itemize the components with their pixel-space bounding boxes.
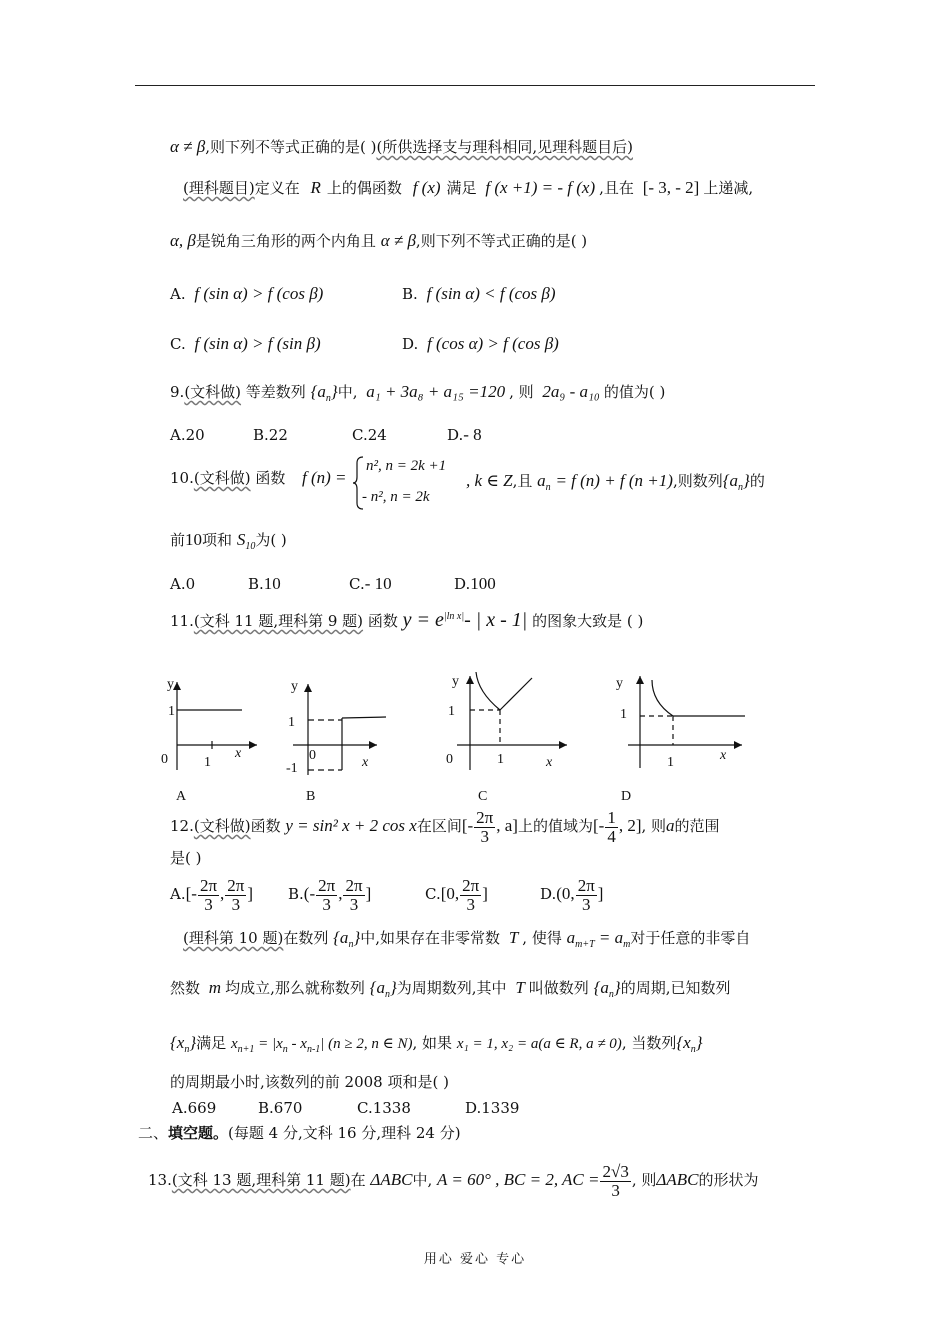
numerator: 2π (577, 875, 595, 895)
math-equation: = f (n) + f (n +1) (555, 471, 673, 490)
seq-open: {a (310, 382, 326, 401)
bracket: [0, (440, 884, 460, 903)
option-label: B. (288, 885, 304, 903)
q12-option-a: A.[- $\frac{2\pi}{3}$ , $\frac{2\pi}{3}$ ] (170, 875, 254, 914)
math-var: x (230, 1036, 238, 1052)
subscript: n (545, 482, 551, 493)
math-equation: A = 60° , BC = 2, AC = (437, 1170, 600, 1189)
section-title: 填空题。 (168, 1124, 229, 1142)
denominator: 3 (204, 894, 213, 914)
subscript: m+T (575, 939, 595, 950)
text: 为( ) (255, 531, 287, 549)
page-footer: 用心 爱心 专心 (423, 1252, 527, 1267)
bracket: (0, (556, 884, 575, 903)
option-math: f (sin α) < f (cos β) (426, 284, 556, 303)
axis-x-label: x (235, 746, 242, 761)
question-9 (170, 382, 665, 409)
subscript: n (690, 1044, 696, 1055)
math-number: 10 (185, 530, 203, 549)
axis-x-label: x (720, 748, 727, 763)
section-number: 二、 (138, 1124, 169, 1142)
option-label: A. (170, 285, 186, 303)
numerator: 2√3 (602, 1161, 629, 1181)
numerator: 2π (476, 807, 494, 827)
numerator: 2π (199, 875, 218, 895)
denominator: 3 (322, 894, 331, 914)
math-T: T (508, 928, 519, 947)
text: , 如果 (412, 1034, 453, 1052)
fraction (605, 809, 618, 846)
q12-option-d (540, 876, 603, 914)
text: 均成立,那么就称数列 (225, 979, 365, 997)
subscript: n (738, 482, 744, 493)
q10-case-1 (366, 456, 446, 476)
origin-label: 0 (161, 752, 168, 767)
denominator: 4 (607, 826, 616, 846)
section-2-heading (138, 1123, 461, 1143)
graph-a (161, 677, 257, 804)
q10-option-b (248, 574, 281, 594)
subscript: n (608, 989, 614, 1000)
seq-open: {a (722, 471, 739, 490)
tick-label: 1 (168, 704, 175, 719)
text: 的范围 (674, 817, 720, 835)
text: 上的值域为 (517, 817, 593, 835)
line-1 (170, 137, 633, 157)
text: 前 (170, 531, 186, 549)
math-var: = |x (254, 1036, 283, 1052)
text: , 使得 (522, 929, 562, 947)
seq-close: } (613, 978, 621, 997)
math-f-of-n: f (n) = (302, 468, 347, 487)
math-var: | (n ≥ 2, n ∈ N) (320, 1036, 413, 1052)
seq-close: } (743, 471, 750, 490)
tag: (文科 13 题,理科第 11 题) (171, 1171, 351, 1189)
question-number: 13. (148, 1171, 172, 1189)
q10-option-a: A.0 (170, 575, 196, 593)
text: 中,如果存在非零常数 (360, 929, 501, 947)
option-label: B. (248, 575, 264, 593)
option-label: B. (402, 285, 418, 303)
text: 的值为( ) (603, 383, 666, 401)
math-R: R (310, 178, 321, 197)
text: 为周期数列,其中 (396, 979, 507, 997)
option-b (402, 284, 556, 304)
seq-open: {a (369, 978, 385, 997)
denominator: 3 (466, 894, 475, 914)
text: ,则下列不等式正确的是( ) (415, 232, 588, 250)
text: 项和 (202, 531, 233, 549)
q12-option-b: B.(- $\frac{2\pi}{3}$ , $\frac{2\pi}{3}$ ] (288, 875, 372, 914)
graph-c (446, 672, 567, 804)
bracket: ] (597, 884, 604, 903)
q10-option-c (349, 574, 392, 594)
text: 满足 (196, 1034, 227, 1052)
fraction (343, 877, 364, 914)
q9-option-a: A.20 (170, 426, 205, 444)
science-q10-option-c: C.1338 (357, 1099, 411, 1117)
math-triangle: ΔABC (656, 1170, 699, 1189)
science-q10-line-3 (170, 1033, 703, 1060)
text: ,且 (512, 472, 533, 490)
denominator: 3 (231, 894, 241, 914)
option-label: C. (349, 575, 365, 593)
text: 的周期,已知数列 (620, 979, 731, 997)
question-12 (170, 808, 720, 846)
subscript: n (348, 939, 354, 950)
option-math: - 10 (364, 574, 392, 593)
question-number: 12. (170, 817, 194, 835)
subscript: n (282, 1044, 288, 1055)
axis-y-label: y (167, 677, 174, 692)
origin-label: 0 (446, 752, 453, 767)
text: 的 (749, 472, 765, 490)
science-tag: (理科第 10 题) (183, 929, 284, 947)
bracket: ] (365, 884, 372, 903)
seq-open: {x (170, 1033, 185, 1052)
seq-an (593, 978, 621, 1000)
graph-d (616, 676, 745, 804)
math-var: a (666, 816, 675, 835)
math-var: a (537, 471, 546, 490)
seq-an (310, 382, 338, 404)
seq-an (369, 978, 397, 1000)
text: 的形状为 (698, 1171, 759, 1189)
subscript: n (184, 1044, 190, 1055)
axis-y-label: y (616, 676, 623, 691)
tick-label: -1 (286, 761, 298, 776)
denominator: 3 (611, 1180, 620, 1200)
q10-function-lhs (302, 468, 347, 488)
text: 上的偶函数 (326, 179, 402, 197)
math-alpha-beta: α, β (170, 231, 196, 250)
axis-x-label: x (362, 755, 369, 770)
subscript: n+1 (237, 1044, 255, 1055)
science-q10-line-1 (183, 928, 750, 955)
seq-an (722, 471, 750, 493)
math-triangle: ΔABC (370, 1170, 413, 1189)
bracket: , 2] (618, 816, 642, 835)
option-label: C. (425, 885, 441, 903)
subscript: 10 (245, 541, 256, 552)
fraction (460, 877, 481, 914)
math-s10 (236, 530, 256, 552)
arts-tag: (文科做) (184, 383, 242, 401)
q10-line-2 (170, 530, 287, 557)
bracket: [- (461, 816, 474, 835)
line-1-text: ,则下列不等式正确的是( ) (205, 138, 377, 156)
option-math: 10 (263, 574, 281, 593)
science-tag: (理科题目) (183, 179, 255, 197)
bracket: , a] (496, 816, 518, 835)
option-math: f (sin α) > f (cos β) (194, 284, 324, 303)
seq-xn (170, 1033, 197, 1055)
seq-xn (676, 1033, 703, 1055)
text: , 当数列 (621, 1034, 677, 1052)
tick-label: 1 (204, 755, 211, 770)
option-math: - 8 (463, 425, 482, 444)
tick-label: 1 (620, 707, 627, 722)
option-label: D. (454, 575, 471, 593)
seq-close: } (353, 928, 361, 947)
text: 定义在 (254, 179, 300, 197)
question-number: 10. (170, 469, 194, 487)
axis-y-label: y (291, 679, 298, 694)
math-var: = a (594, 928, 624, 947)
superscript: |ln x| (443, 611, 465, 622)
text: 等差数列 (241, 383, 306, 401)
subscript: m (623, 939, 631, 950)
option-label: C. (170, 335, 186, 353)
axis-x-label: x (546, 755, 553, 770)
graph-label: D (621, 789, 632, 804)
math-var: - x (287, 1036, 307, 1052)
text: , 则 (641, 817, 667, 835)
q9-option-d (447, 425, 482, 445)
numerator: 2π (345, 875, 363, 895)
math-rest: - | x - 1| (464, 609, 528, 631)
text: ,则数列 (672, 472, 723, 490)
math-expression: 2a₉ - a₁₀ (542, 382, 600, 401)
math-fx: f (x) (412, 178, 441, 197)
answer-graphs (150, 660, 770, 805)
option-label: D. (402, 335, 419, 353)
math-case: - n², n = 2k (362, 489, 430, 505)
fraction (225, 877, 246, 914)
text: 是锐角三角形的两个内角且 (195, 232, 376, 250)
math-periodic-eq (566, 928, 631, 950)
math-k: , k ∈ Z (466, 471, 513, 490)
math-initial: x₁ = 1, x₂ = a(a ∈ R, a ≠ 0) (456, 1036, 622, 1052)
q12-line-2: 是( ) (170, 849, 202, 867)
text: ,且在 (599, 179, 634, 197)
text: , 则 (509, 383, 534, 401)
line-2 (183, 178, 753, 198)
question-13 (148, 1160, 758, 1200)
text: 函数 (250, 817, 281, 835)
math-case: n², n = 2k +1 (366, 458, 447, 474)
text: 满足 (446, 179, 477, 197)
denominator: 3 (581, 894, 591, 914)
section-note: (每题 4 分,文科 16 分,理科 24 分) (228, 1124, 461, 1142)
science-q10-option-a: A.669 (172, 1099, 217, 1117)
q9-option-b: B.22 (253, 426, 288, 444)
header-rule (135, 85, 815, 86)
math-expression: y = sin² x + 2 cos x (285, 816, 417, 835)
math-recurrence (230, 1036, 413, 1055)
text: , 则 (631, 1171, 657, 1189)
arts-tag: (文科做) (193, 817, 251, 835)
tick-label: 1 (448, 704, 455, 719)
denominator: 3 (349, 894, 359, 914)
option-label: D. (540, 885, 557, 903)
text: 然数 (170, 979, 201, 997)
q10-line-1-rest (466, 471, 765, 498)
question-number: 11. (170, 612, 194, 630)
science-q10-option-d: D.1339 (465, 1099, 520, 1117)
origin-label: 0 (309, 748, 316, 763)
math-equation: f (x +1) = - f (x) (485, 178, 596, 197)
seq-close: } (389, 978, 397, 997)
fraction (576, 877, 597, 914)
option-label: A. (170, 885, 186, 903)
fraction (198, 877, 219, 914)
question-number: 9. (170, 383, 185, 401)
text: 上递减, (703, 179, 754, 197)
bracket: [- (185, 884, 197, 903)
math-equation: a₁ + 3a₈ + a₁₅ =120 (366, 382, 506, 401)
text: 函数 (250, 469, 286, 487)
q9-option-c: C.24 (352, 426, 387, 444)
science-q10-line-4: 的周期最小时,该数列的前 2008 项和是( ) (170, 1073, 449, 1091)
bracket: ] (247, 884, 254, 903)
text: 在区间 (416, 817, 462, 835)
math-function (403, 609, 528, 631)
arts-tag: (文科做) (193, 469, 251, 487)
text: 函数 (363, 612, 398, 630)
line-1-note: (所供选择支与理科相同,见理科题目后) (376, 138, 633, 156)
line-3 (170, 231, 587, 251)
seq-open: {a (593, 978, 609, 997)
math-interval: [- 3, - 2] (642, 178, 700, 197)
math-an (537, 471, 551, 493)
q10-case-2 (362, 487, 430, 507)
graph-label: C (478, 789, 488, 804)
bracket: (- (303, 884, 316, 903)
math-alpha-neq-beta: α ≠ β (380, 231, 416, 250)
subscript: n (325, 393, 331, 404)
fraction (316, 877, 337, 914)
seq-close: } (189, 1033, 197, 1052)
science-q10-option-b: B.670 (258, 1099, 303, 1117)
text: 中, (337, 383, 358, 401)
fraction (474, 809, 495, 846)
option-label: D. (447, 426, 464, 444)
q10-option-d (454, 574, 496, 594)
option-d (402, 334, 559, 354)
seq-an (333, 928, 361, 950)
option-c (170, 334, 321, 354)
text: 对于任意的非零自 (630, 929, 751, 947)
subscript: n (384, 989, 390, 1000)
graph-b (286, 679, 386, 804)
question-10 (170, 468, 285, 488)
bracket: ] (482, 884, 488, 903)
fraction (600, 1163, 630, 1200)
seq-close: } (695, 1033, 703, 1052)
tick-label: 1 (667, 755, 674, 770)
denominator: 3 (480, 826, 489, 846)
text: 在 (350, 1171, 366, 1189)
text: 中, (412, 1171, 433, 1189)
tick-label: 1 (497, 752, 504, 767)
option-math: 100 (470, 574, 496, 593)
tick-label: 1 (288, 715, 295, 730)
tag: (文科 11 题,理科第 9 题) (193, 612, 364, 630)
math-y: y = e (402, 609, 444, 631)
math-var: S (236, 530, 246, 549)
numerator: 2π (462, 875, 480, 895)
subscript: n-1 (306, 1044, 321, 1055)
text: 的图象大致是 ( ) (532, 612, 644, 630)
bracket: [- (592, 816, 605, 835)
science-q10-line-2 (170, 978, 731, 1005)
math-alpha-neq-beta: α ≠ β (170, 137, 206, 156)
numerator: 2π (318, 875, 336, 895)
seq-open: {a (333, 928, 349, 947)
math-m: m (208, 978, 222, 997)
numerator: 2π (227, 875, 245, 895)
option-a (170, 284, 323, 304)
q12-option-c (425, 876, 488, 914)
graph-label: B (306, 789, 316, 804)
graph-label: A (176, 789, 187, 804)
seq-close: } (330, 382, 338, 401)
text: 叫做数列 (528, 979, 589, 997)
question-11 (170, 607, 643, 631)
numerator: 1 (607, 807, 616, 827)
option-math: f (sin α) > f (sin β) (194, 334, 321, 353)
option-math: f (cos α) > f (cos β) (427, 334, 559, 353)
axis-y-label: y (452, 674, 459, 689)
text: 在数列 (283, 929, 329, 947)
math-T: T (515, 978, 525, 997)
math-var: a (566, 928, 576, 947)
seq-open: {x (676, 1033, 691, 1052)
